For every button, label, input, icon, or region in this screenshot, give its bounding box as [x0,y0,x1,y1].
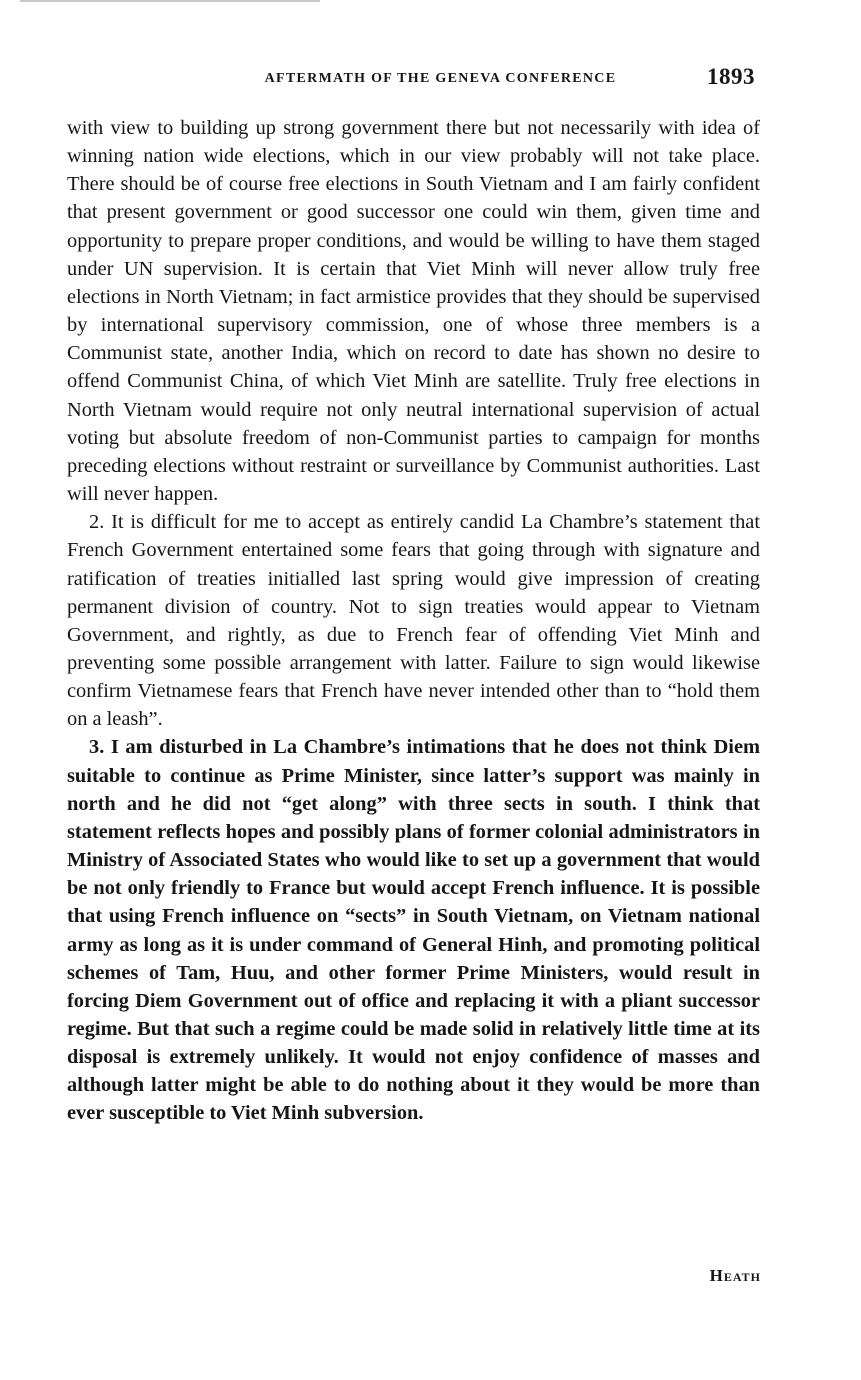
paragraph-3: 3. I am disturbed in La Chambre’s intimations that he does not think Diem suitable to continue as Prime Minister, since latter’s support was mainly in north and he did not “get along” with three sects in south. I think that statement reflects hopes and possibly plans of former colonial administrators in Ministry of Associated States who would like to set up a government that would be not only friendly to France but would accept French influence. It is possible that using French influence on “sects” in South Vietnam, on Vietnam national army as long as it is under command of General Hinh, and promoting political schemes of Tam, Huu, and other former Prime Ministers, would result in forcing Diem Government out of office and replacing it with a pliant successor regime. But that such a regime could be made solid in relatively little time at its disposal is extremely unlikely. It would not enjoy confidence of masses and although latter might be able to do nothing about it they would be more than ever susceptible to Viet Minh subversion. [67,736,760,1125]
paragraph-2: 2. It is difficult for me to accept as entirely candid La Chambre’s statement that French Government entertained some fears that going through with signature and ratification of treaties initialled last spring would give impression of creating permanent division of country. Not to sign treaties would appear to Vietnam Government, and rightly, as due to French fear of offending Viet Minh and preventing some possible arrangement with latter. Failure to sign would likewise confirm Vietnamese fears that French have never intended other than to “hold them on a leash”. [67,511,760,731]
document-body [67,114,760,1128]
running-head [0,62,861,98]
paragraph-continuation: with view to building up strong government there but not necessarily with idea of winning nation wide elections, which in our view probably will not take place. There should be of course free elections in South Vietnam and I am fairly confident that present government or good successor one could win them, given time and opportunity to prepare proper conditions, and would be willing to have them staged under UN supervision. It is certain that Viet Minh will never allow truly free elections in North Vietnam; in fact armistice provides that they should be supervised by international supervisory commission, one of whose three members is a Communist state, another India, which on record to date has shown no desire to offend Communist China, of which Viet Minh are satellite. Truly free elections in North Vietnam would require not only neutral international supervision of actual voting but absolute freedom of non-Communist parties to campaign for months preceding elections without restraint or surveillance by Communist authorities. Last will never happen. [67,117,760,506]
running-title: AFTERMATH OF THE GENEVA CONFERENCE [264,71,617,86]
page-number: 1893 [707,64,755,89]
scan-edge-rule [20,0,320,2]
signature: Heath [709,1266,761,1285]
